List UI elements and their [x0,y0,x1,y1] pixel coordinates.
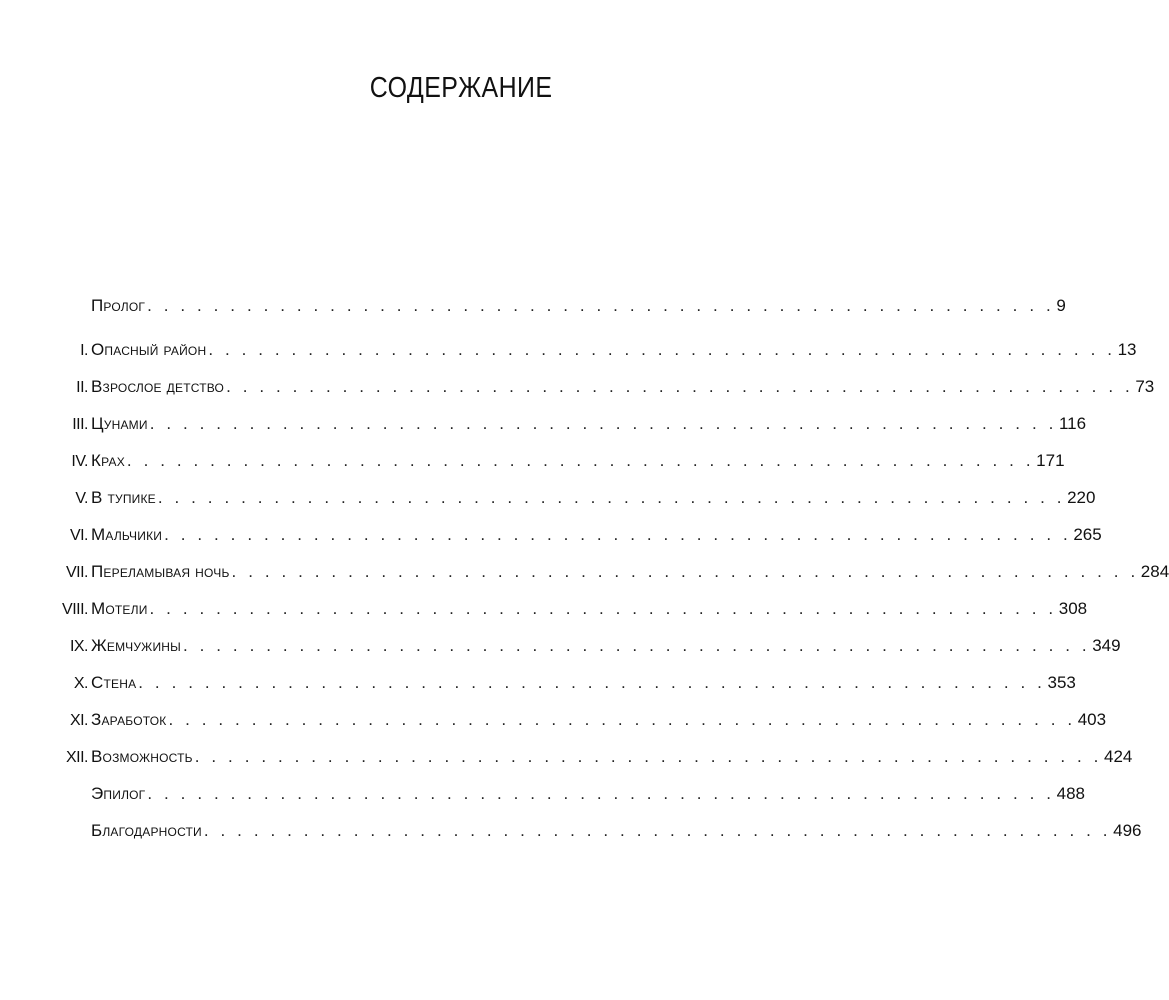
page-title: СОДЕРЖАНИЕ [369,72,552,104]
dot-leader: . . . . . . . . . . . . . . . . . . . . . . . . . . . . . . . . . . . . . . . . . . . . . . . . . . . . . . . [147,784,1055,803]
chapter-title: Взрослое детство [91,377,225,396]
dot-leader: . . . . . . . . . . . . . . . . . . . . . . . . . . . . . . . . . . . . . . . . . . . . . . . . . . . . . . . [168,710,1076,729]
toc-entry[interactable] [60,784,1085,821]
page-number: 9 [1056,296,1066,315]
chapter-title: Благодарности [91,821,202,840]
dot-leader: . . . . . . . . . . . . . . . . . . . . . . . . . . . . . . . . . . . . . . . . . . . . . . . . . . . . . . . [157,488,1066,507]
toc-entry[interactable] [60,636,1121,673]
page-number: 308 [1058,599,1088,618]
page-number: 349 [1092,636,1121,655]
toc-entry[interactable] [60,747,1133,784]
dot-leader: . . . . . . . . . . . . . . . . . . . . . . . . . . . . . . . . . . . . . . . . . . . . . . . . . . . . . . . [208,340,1116,359]
chapter-number: XI. [69,712,88,729]
chapter-title: Мотели [91,599,148,618]
toc-entry[interactable] [60,599,1088,636]
chapter-number: IX. [69,638,88,655]
chapter-title: Заработок [91,710,167,729]
toc-entry[interactable] [60,562,1169,599]
dot-leader: . . . . . . . . . . . . . . . . . . . . . . . . . . . . . . . . . . . . . . . . . . . . . . . . . . . . . . . [138,673,1046,692]
chapter-number: VII. [65,564,88,581]
chapter-number: I. [80,342,88,359]
chapter-title: Жемчужины [91,636,181,655]
dot-leader: . . . . . . . . . . . . . . . . . . . . . . . . . . . . . . . . . . . . . . . . . . . . . . . . . . . . . . . [231,562,1139,581]
page-number: 220 [1067,488,1096,507]
toc-entry[interactable] [60,377,1155,414]
chapter-title: Переламывая ночь [91,562,230,581]
page-number: 265 [1073,525,1102,544]
dot-leader: . . . . . . . . . . . . . . . . . . . . . . . . . . . . . . . . . . . . . . . . . . . . . . . . . . . . . . . [194,747,1102,766]
dot-leader: . . . . . . . . . . . . . . . . . . . . . . . . . . . . . . . . . . . . . . . . . . . . . . . . . . . . . . . [147,296,1055,315]
page-number: 284 [1140,562,1169,581]
page-number: 73 [1135,377,1155,396]
toc-entry[interactable] [60,340,1137,377]
page-number: 353 [1047,673,1076,692]
dot-leader: . . . . . . . . . . . . . . . . . . . . . . . . . . . . . . . . . . . . . . . . . . . . . . . . . . . . . . . [149,599,1057,618]
toc-entry[interactable] [60,525,1102,562]
chapter-title: Мальчики [91,525,163,544]
chapter-number: VIII. [62,601,88,618]
chapter-title: Опасный район [91,340,207,359]
chapter-title: Эпилог [91,784,146,803]
toc-entry[interactable] [60,488,1096,525]
table-of-contents [60,296,1169,858]
dot-leader: . . . . . . . . . . . . . . . . . . . . . . . . . . . . . . . . . . . . . . . . . . . . . . . . . . . . . . . [164,525,1072,544]
toc-entry[interactable] [60,673,1076,710]
chapter-number: IV. [71,453,88,470]
dot-leader: . . . . . . . . . . . . . . . . . . . . . . . . . . . . . . . . . . . . . . . . . . . . . . . . . . . . . . . [226,377,1134,396]
toc-entry[interactable] [60,821,1142,858]
page-number: 496 [1113,821,1142,840]
chapter-title: Крах [91,451,125,470]
chapter-number: VI. [69,527,88,544]
dot-leader: . . . . . . . . . . . . . . . . . . . . . . . . . . . . . . . . . . . . . . . . . . . . . . . . . . . . . . . [182,636,1091,655]
chapter-number: V. [75,490,88,507]
dot-leader: . . . . . . . . . . . . . . . . . . . . . . . . . . . . . . . . . . . . . . . . . . . . . . . . . . . . . . . [149,414,1057,433]
toc-entry[interactable] [60,414,1087,451]
chapter-number: X. [73,675,88,692]
page-number: 403 [1077,710,1107,729]
page-number: 424 [1103,747,1133,766]
chapter-title: Стена [91,673,137,692]
page-number: 116 [1058,414,1087,433]
page-number: 13 [1117,340,1137,359]
chapter-number: II. [76,379,88,396]
toc-entry[interactable] [60,451,1065,488]
dot-leader: . . . . . . . . . . . . . . . . . . . . . . . . . . . . . . . . . . . . . . . . . . . . . . . . . . . . . . . [126,451,1035,470]
chapter-number: XII. [65,749,88,766]
chapter-number: III. [72,416,88,433]
toc-entry[interactable] [60,296,1066,333]
chapter-title: Пролог [91,296,146,315]
toc-entry[interactable] [60,710,1107,747]
chapter-title: Цунами [91,414,148,433]
chapter-title: Возможность [91,747,193,766]
dot-leader: . . . . . . . . . . . . . . . . . . . . . . . . . . . . . . . . . . . . . . . . . . . . . . . . . . . . . . . [203,821,1112,840]
page-number: 171 [1036,451,1065,470]
page-number: 488 [1056,784,1085,803]
chapter-title: В тупике [91,488,156,507]
